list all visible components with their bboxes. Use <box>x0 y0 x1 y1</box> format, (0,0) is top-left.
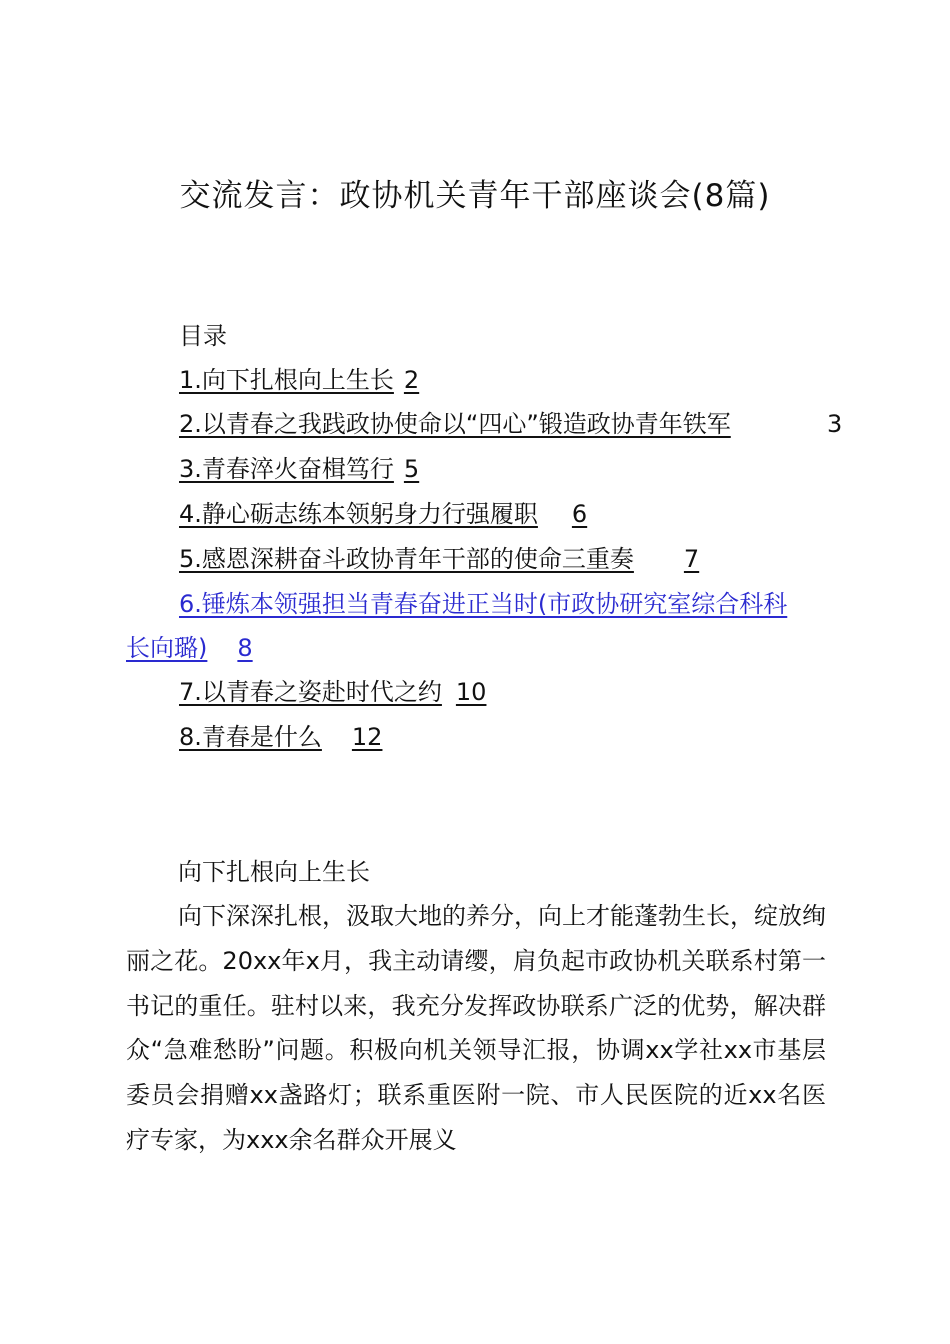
toc-entry-text: 长向璐) <box>126 634 208 662</box>
toc-entry-4[interactable] <box>179 496 587 532</box>
toc-entry-page: 10 <box>455 678 487 706</box>
toc-entry-text: 5.感恩深耕奋斗政协青年干部的使命三重奏 <box>179 545 634 573</box>
toc-entry-6-continued[interactable] <box>126 630 253 666</box>
toc-entry-page: 2 <box>403 366 420 394</box>
toc-entry-page: 3 <box>827 410 843 438</box>
toc-entry-2[interactable] <box>179 406 843 442</box>
toc-entry-7[interactable] <box>179 674 486 710</box>
document-title: 交流发言：政协机关青年干部座谈会(8篇) <box>179 178 771 214</box>
toc-entry-page: 8 <box>237 634 253 662</box>
toc-entry-8[interactable] <box>179 719 382 755</box>
toc-entry-text: 6.锤炼本领强担当青春奋进正当时(市政协研究室综合科科 <box>179 590 788 618</box>
toc-entry-text: 1.向下扎根向上生长 <box>179 366 394 394</box>
toc-entry-page: 12 <box>351 723 383 751</box>
toc-entry-text: 4.静心砺志练本领躬身力行强履职 <box>179 500 538 528</box>
toc-entry-3[interactable] <box>179 451 419 487</box>
toc-entry-text: 7.以青春之姿赴时代之约 <box>179 678 442 706</box>
body-paragraph: 向下深深扎根，汲取大地的养分，向上才能蓬勃生长，绽放绚丽之花。20xx年x月，我主动请缨，肩负起市政协机关联系村第一书记的重任。驻村以来，我充分发挥政协联系广泛的优势，解决群众“急难愁盼”问题。积极向机关领导汇报，协调xx学社xx市基层委员会捐赠xx盏路灯；联系重医附一院、市人民医院的近xx名医疗专家，为xxx余名群众开展义 <box>126 902 826 1154</box>
toc-heading: 目录 <box>179 322 227 350</box>
toc-entry-5[interactable] <box>179 541 699 577</box>
section-heading: 向下扎根向上生长 <box>178 858 370 886</box>
toc-entry-text: 3.青春淬火奋楫笃行 <box>179 455 394 483</box>
toc-entry-6[interactable] <box>179 586 787 622</box>
toc-entry-text: 2.以青春之我践政协使命以“四心”锻造政协青年铁军 <box>179 410 731 438</box>
toc-entry-page: 7 <box>683 545 700 573</box>
toc-entry-text: 8.青春是什么 <box>179 723 322 751</box>
toc-entry-page: 6 <box>571 500 588 528</box>
toc-entry-page: 5 <box>403 455 420 483</box>
toc-entry-1[interactable] <box>179 362 419 398</box>
